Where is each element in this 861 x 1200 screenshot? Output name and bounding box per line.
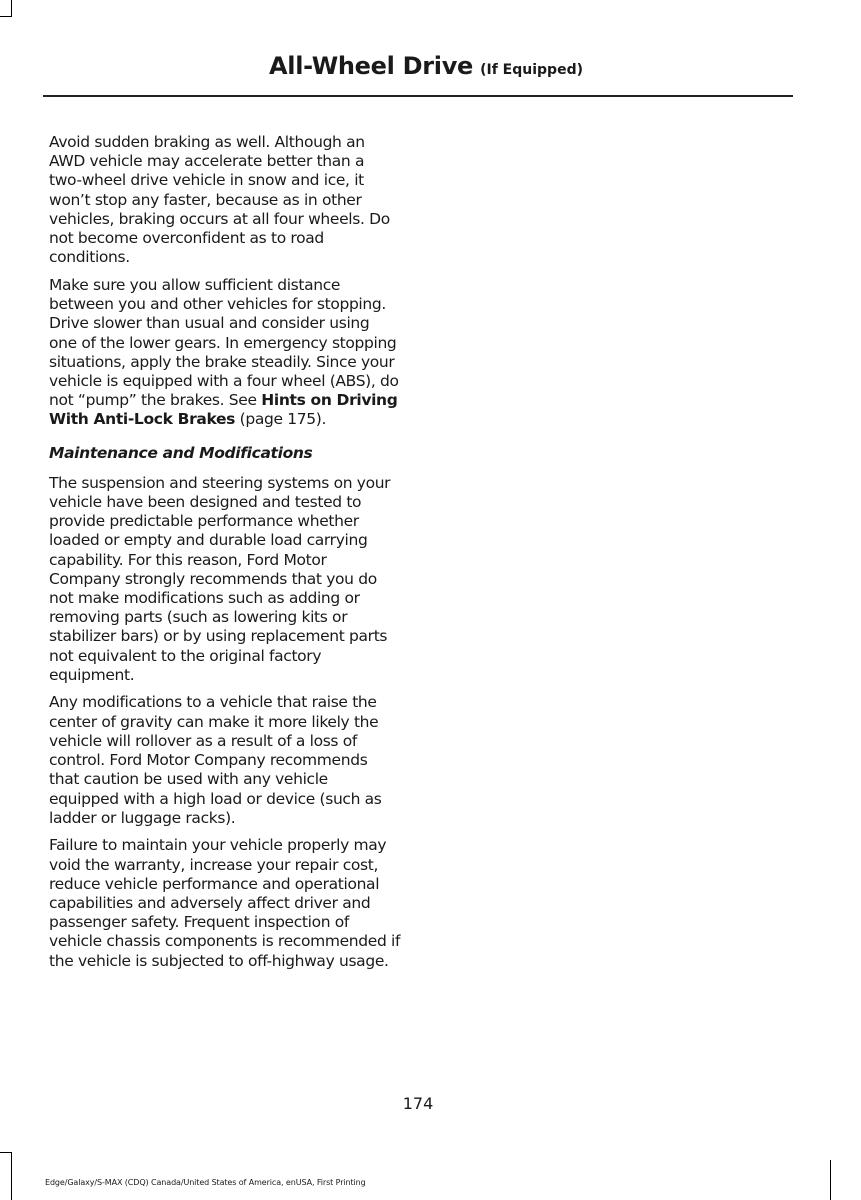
paragraph-suspension: The suspension and steering systems on your vehicle have been designed and tested to provide predictable performance whether loaded or empty and durable load carrying capability. For this reason, Ford Motor Company strongly recommends that you do not make modifications such as adding or removing parts (such as lowering kits or stabilizer bars) or by using replacement parts not equivalent to the original factory equipment. xyxy=(49,473,391,684)
paragraph-maintenance: Failure to maintain your vehicle properly may void the warranty, increase your repair cost, reduce vehicle performance and operational capabilities and adversely affect driver and passenger safety. Frequent inspection of vehicle chassis components is recommended if the vehicle is subjected to off-highway usage. xyxy=(49,836,401,970)
crop-mark-bottom-right-vertical xyxy=(830,1160,831,1200)
maintenance-heading: Maintenance and Modifications xyxy=(49,443,313,462)
crop-mark-top-left-vertical xyxy=(11,0,12,16)
section-subtitle: (If Equipped) xyxy=(480,62,583,78)
paragraph-braking: Avoid sudden braking as well. Although an AWD vehicle may accelerate better than a two-wheel drive vehicle in snow and ice, it won’t stop any faster, because as in other vehicles, braking occurs at all four wheels. Do not become overconfident as to road conditions. xyxy=(49,133,390,267)
page-reference: (page 175). xyxy=(235,410,327,429)
page-header xyxy=(269,54,583,78)
page-number: 174 xyxy=(402,1094,434,1113)
abs-hints-link[interactable]: Hints on Driving With Anti-Lock Brakes xyxy=(49,391,398,429)
section-title: All-Wheel Drive xyxy=(269,52,474,80)
stopping-text: Make sure you allow sufficient distance between you and other vehicles for stopping. Drive slower than usual and consider using one of the lower gears. In emergency stopping situations, apply the brake steadily. Since your vehicle is equipped with a four wheel (ABS), do not “pump” the brakes. See xyxy=(49,275,399,410)
body-column xyxy=(49,133,401,979)
footer-text: Edge/Galaxy/S-MAX (CDQ) Canada/United States of America, enUSA, First Printing xyxy=(45,1178,366,1187)
crop-mark-bottom-left-vertical xyxy=(11,1152,12,1200)
crop-mark-top-left-horizontal xyxy=(0,16,12,17)
paragraph-modifications: Any modifications to a vehicle that raise the center of gravity can make it more likely the vehicle will rollover as a result of a loss of control. Ford Motor Company recommends that caution be used with any vehicle equipped with a high load or device (such as ladder or luggage racks). xyxy=(49,693,382,827)
crop-mark-bottom-left-horizontal xyxy=(0,1152,12,1153)
header-divider xyxy=(43,95,793,97)
paragraph-stopping-distance xyxy=(49,276,401,430)
